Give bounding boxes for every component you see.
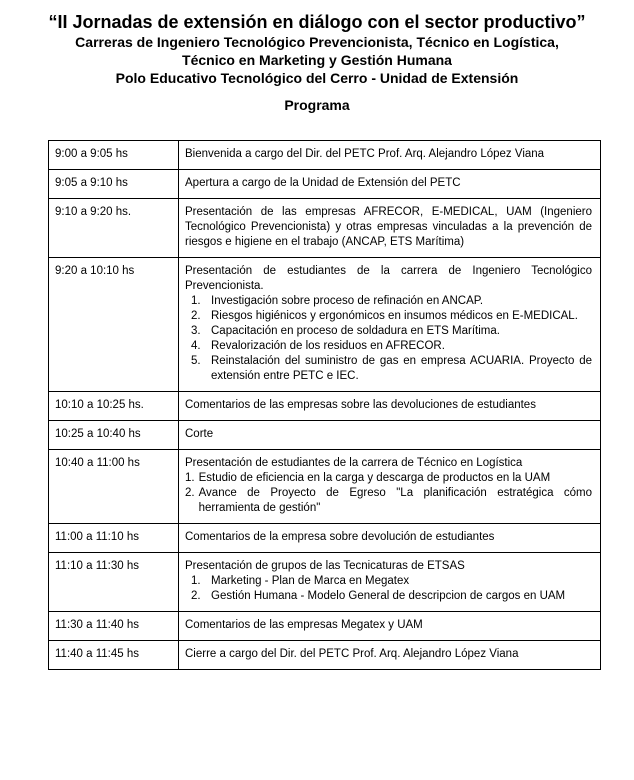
- schedule-row: [49, 141, 601, 170]
- schedule-row: [49, 421, 601, 450]
- list-item-text: Riesgos higiénicos y ergonómicos en insumos médicos en E-MEDICAL.: [211, 310, 578, 322]
- list-item-number: 2.: [185, 487, 195, 499]
- activity-list: [185, 574, 592, 604]
- institution-line: Polo Educativo Tecnológico del Cerro - Unidad de Extensión: [115, 70, 519, 86]
- activity-list: [185, 294, 592, 384]
- activity-list: [185, 471, 592, 516]
- list-item-number: 5.: [191, 355, 201, 367]
- list-item-number: 2.: [191, 310, 201, 322]
- schedule-time: 9:00 a 9:05 hs: [49, 141, 179, 170]
- activity-text: Presentación de grupos de las Tecnicaturas de ETSAS: [185, 560, 465, 572]
- activity-text: Presentación de estudiantes de la carrera de Técnico en Logística: [185, 457, 523, 469]
- schedule-row: [49, 392, 601, 421]
- careers-line: Carreras de Ingeniero Tecnológico Prevencionista, Técnico en Logística,: [75, 34, 559, 50]
- list-item-text: Avance de Proyecto de Egreso "La planificación estratégica cómo herramienta de gestión": [198, 487, 592, 514]
- schedule-body: [49, 141, 601, 670]
- schedule-activity: [179, 641, 601, 670]
- schedule-time: 9:20 a 10:10 hs: [49, 258, 179, 392]
- schedule-time: 10:25 a 10:40 hs: [49, 421, 179, 450]
- careers-line-2: Técnico en Marketing y Gestión Humana: [182, 52, 452, 68]
- schedule-time: 10:40 a 11:00 hs: [49, 450, 179, 524]
- list-item-number: 1.: [185, 472, 195, 484]
- activity-text: Presentación de las empresas AFRECOR, E-MEDICAL, UAM (Ingeniero Tecnológico Prevencionista) y otras empresas vinculadas a la prevención de riesgos e higiene en el trabajo (ANCAP, ETS Marítima): [185, 206, 592, 248]
- activity-text: Corte: [185, 428, 214, 440]
- schedule-row: [49, 524, 601, 553]
- schedule-activity: [179, 258, 601, 392]
- activity-text: Apertura a cargo de la Unidad de Extensión del PETC: [185, 177, 461, 189]
- list-item-number: 1.: [191, 295, 201, 307]
- schedule-time: 9:10 a 9:20 hs.: [49, 199, 179, 258]
- schedule-activity: [179, 199, 601, 258]
- document-title: “II Jornadas de extensión en diálogo con el sector productivo”: [48, 12, 586, 32]
- schedule-activity: [179, 450, 601, 524]
- schedule-time: 11:00 a 11:10 hs: [49, 524, 179, 553]
- schedule-activity: [179, 170, 601, 199]
- schedule-time: 10:10 a 10:25 hs.: [49, 392, 179, 421]
- schedule-table: [48, 140, 601, 670]
- activity-text: Bienvenida a cargo del Dir. del PETC Prof. Arq. Alejandro López Viana: [185, 148, 545, 160]
- list-item-text: Capacitación en proceso de soldadura en ETS Marítima.: [211, 325, 500, 337]
- list-item-text: Reinstalación del suministro de gas en empresa ACUARIA. Proyecto de extensión entre PETC e IEC.: [211, 355, 592, 382]
- program-heading: Programa: [284, 97, 350, 113]
- schedule-activity: [179, 141, 601, 170]
- document-header: [0, 0, 634, 113]
- activity-text: Comentarios de las empresas sobre las devoluciones de estudiantes: [185, 399, 536, 411]
- list-item: [185, 339, 592, 354]
- list-item: [185, 354, 592, 384]
- list-item-number: 2.: [191, 590, 201, 602]
- activity-text: Presentación de estudiantes de la carrera de Ingeniero Tecnológico Prevencionista.: [185, 265, 592, 292]
- schedule-time: 9:05 a 9:10 hs: [49, 170, 179, 199]
- schedule-row: [49, 199, 601, 258]
- list-item: [185, 589, 592, 604]
- list-item-text: Revalorización de los residuos en AFRECOR.: [211, 340, 445, 352]
- list-item: [185, 574, 592, 589]
- list-item-text: Estudio de eficiencia en la carga y descarga de productos en la UAM: [198, 472, 551, 484]
- schedule-activity: [179, 553, 601, 612]
- list-item: [185, 324, 592, 339]
- activity-text: Comentarios de la empresa sobre devolución de estudiantes: [185, 531, 495, 543]
- schedule-row: [49, 641, 601, 670]
- list-item-number: 3.: [191, 325, 201, 337]
- activity-text: Cierre a cargo del Dir. del PETC Prof. Arq. Alejandro López Viana: [185, 648, 519, 660]
- activity-text: Comentarios de las empresas Megatex y UAM: [185, 619, 423, 631]
- schedule-activity: [179, 392, 601, 421]
- list-item-number: 1.: [191, 575, 201, 587]
- list-item-number: 4.: [191, 340, 201, 352]
- list-item: [185, 294, 592, 309]
- schedule-row: [49, 612, 601, 641]
- schedule-activity: [179, 612, 601, 641]
- schedule-time: 11:40 a 11:45 hs: [49, 641, 179, 670]
- schedule-time: 11:10 a 11:30 hs: [49, 553, 179, 612]
- list-item-text: Investigación sobre proceso de refinación en ANCAP.: [211, 295, 484, 307]
- list-item-text: Gestión Humana - Modelo General de descripcion de cargos en UAM: [211, 590, 566, 602]
- schedule-row: [49, 170, 601, 199]
- schedule-row: [49, 258, 601, 392]
- schedule-activity: [179, 421, 601, 450]
- list-item: [185, 309, 592, 324]
- list-item: [185, 471, 592, 486]
- schedule-activity: [179, 524, 601, 553]
- list-item: [185, 486, 592, 516]
- schedule-row: [49, 450, 601, 524]
- schedule-row: [49, 553, 601, 612]
- schedule-time: 11:30 a 11:40 hs: [49, 612, 179, 641]
- list-item-text: Marketing - Plan de Marca en Megatex: [211, 575, 410, 587]
